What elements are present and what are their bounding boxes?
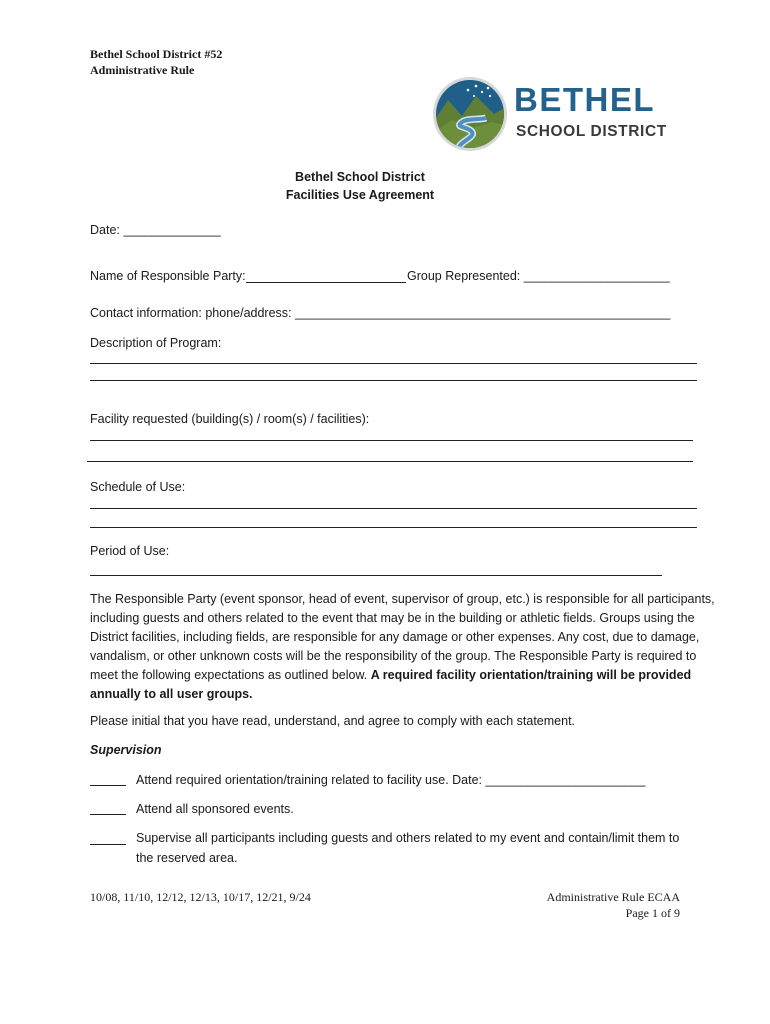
facility-line[interactable] [87,461,693,462]
document-title-line1: Bethel School District [295,170,425,184]
responsible-party-label: Name of Responsible Party: [90,269,246,283]
page-number: Page 1 of 9 [625,906,680,920]
facility-requested-label: Facility requested (building(s) / room(s) / facilities): [90,412,370,426]
schedule-label: Schedule of Use: [90,480,186,494]
period-label: Period of Use: [90,544,170,558]
period-line[interactable] [90,575,662,576]
date-field-label: Date: ______________ [90,223,221,237]
document-type: Administrative Rule [90,63,195,77]
rule-code: Administrative Rule ECAA [546,890,680,904]
description-line[interactable] [90,363,697,364]
supervision-item: Attend all sponsored events. [136,802,294,816]
supervision-item: Supervise all participants including guests and others related to my event and contain/limit them to the reserved area. [136,831,680,865]
group-represented-label: Group Represented: _____________________ [407,269,670,283]
star-icon [473,95,475,97]
revision-dates: 10/08, 11/10, 12/12, 12/13, 10/17, 12/21, 9/24 [90,890,311,904]
initial-blank[interactable] [90,814,126,815]
responsibility-text: The Responsible Party (event sponsor, head of event, supervisor of group, etc.) is responsible for all participants, including guests and others related to the event that may be in the building or athletic fields. Groups using the District facilities, including fields, are responsible for any damage or other expenses. Any cost, due to damage, vandalism, or other unknown costs will be the responsibility of the group. The Responsible Party is required to meet the following expectations as outlined below. [90,592,715,682]
facility-line[interactable] [90,440,693,441]
star-icon [467,89,470,92]
star-icon [475,85,478,88]
contact-info-label: Contact information: phone/address: ______________________________________________________ [90,306,671,320]
description-label: Description of Program: [90,336,222,350]
description-line[interactable] [90,380,697,381]
star-icon [481,91,483,93]
document-title-line2: Facilities Use Agreement [285,188,435,202]
orientation-requirement: A required facility orientation/training will be provided annually to all user groups. [90,668,692,701]
schedule-line[interactable] [90,508,697,509]
star-icon [489,95,491,97]
initial-instruction: Please initial that you have read, understand, and agree to comply with each statement. [90,714,576,728]
section-heading-supervision: Supervision [90,743,162,757]
logo-subtitle: SCHOOL DISTRICT [516,123,667,140]
document-header [90,46,222,78]
logo-wordmark: BETHEL [514,81,655,118]
supervision-item: Attend required orientation/training related to facility use. Date: _______________________ [136,773,646,787]
star-icon [487,87,490,90]
initial-blank[interactable] [90,785,126,786]
initial-blank[interactable] [90,844,126,845]
responsibility-paragraph [90,590,722,704]
district-name: Bethel School District #52 [90,47,223,61]
responsible-party-line[interactable] [246,282,406,283]
schedule-line[interactable] [90,527,697,528]
